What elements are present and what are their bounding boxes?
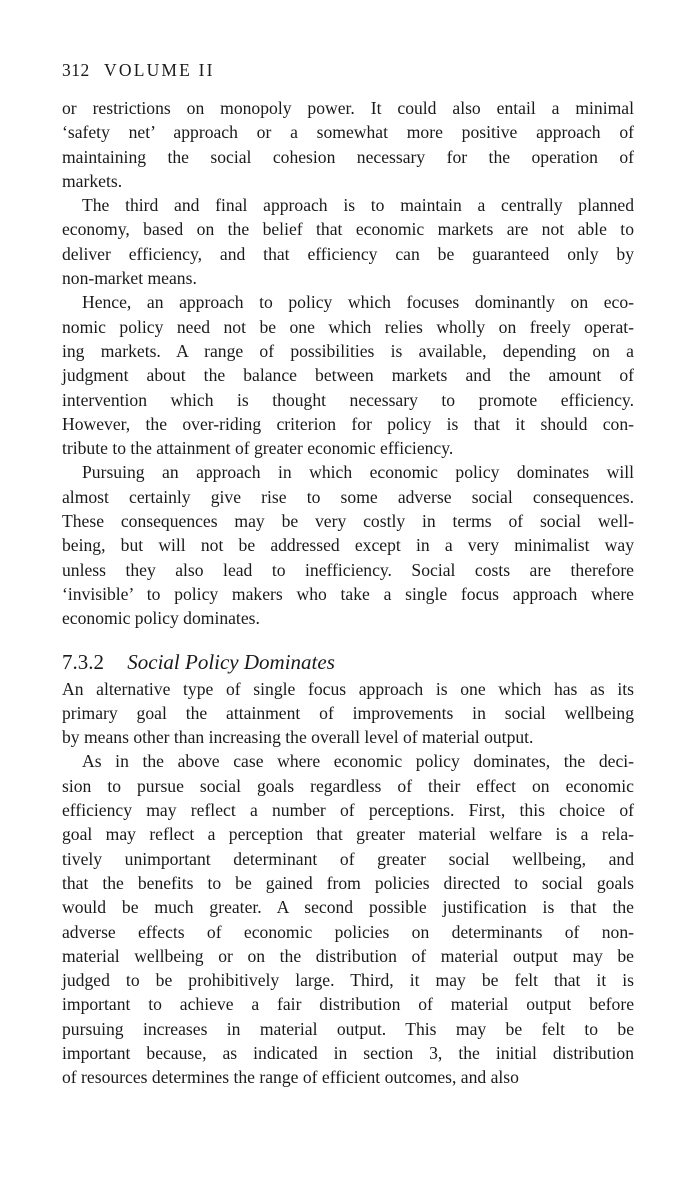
text-line: that the benefits to be gained from policies directed to social goals: [62, 872, 634, 893]
text-line: The third and final approach is to maintain a centrally planned: [82, 195, 634, 216]
text-line: deliver efficiency, and that efficiency can be guaranteed only by: [62, 243, 634, 264]
text-line: judgment about the balance between markets and the amount of: [62, 365, 634, 386]
text-line: or restrictions on monopoly power. It could also entail a minimal: [62, 98, 634, 118]
text-line: goal may reflect a perception that greater material welfare is a rela-: [62, 824, 634, 845]
text-line: As in the above case where economic policy dominates, the deci-: [82, 751, 634, 772]
text-line: would be much greater. A second possible justification is that the: [62, 897, 634, 918]
text-line: markets.: [62, 170, 123, 191]
book-page: [62, 58, 634, 1090]
text-line: of resources determines the range of efficient outcomes, and also: [62, 1067, 519, 1088]
text-line: pursuing increases in material output. This may be felt to be: [62, 1018, 634, 1039]
text-line: efficiency may reflect a number of perceptions. First, this choice of: [62, 800, 634, 821]
paragraph: [62, 290, 634, 460]
text-line: sion to pursue social goals regardless of their effect on economic: [62, 775, 634, 796]
section-heading: [62, 647, 634, 677]
text-line: primary goal the attainment of improvements in social wellbeing: [62, 702, 634, 723]
text-line: adverse effects of economic policies on determinants of non-: [62, 921, 634, 942]
text-line: These consequences may be very costly in terms of social well-: [62, 511, 634, 532]
text-line: tribute to the attainment of greater economic efficiency.: [62, 438, 454, 459]
section-title: Social Policy Dominates: [127, 649, 335, 674]
text-line: However, the over-riding criterion for policy is that it should con-: [62, 413, 634, 434]
text-line: important because, as indicated in section 3, the initial distribution: [62, 1042, 634, 1063]
text-line: economic policy dominates.: [62, 608, 260, 629]
paragraph: [62, 96, 634, 193]
text-line: tively unimportant determinant of greater social wellbeing, and: [62, 848, 634, 869]
text-line: important to achieve a fair distribution of material output before: [62, 994, 634, 1015]
text-line: Pursuing an approach in which economic policy dominates will: [82, 462, 634, 483]
section-number: 7.3.2: [62, 649, 104, 674]
text-line: by means other than increasing the overall level of material output.: [62, 727, 534, 748]
page-number: 312: [62, 60, 90, 80]
text-line: non-market means.: [62, 268, 197, 289]
paragraph: [62, 749, 634, 1089]
body-text-after-section: [62, 677, 634, 1090]
text-line: ing markets. A range of possibilities is available, depending on a: [62, 340, 634, 361]
text-line: maintaining the social cohesion necessary for the operation of: [62, 146, 634, 167]
text-line: Hence, an approach to policy which focuses dominantly on eco-: [82, 292, 634, 313]
text-line: An alternative type of single focus approach is one which has as its: [62, 678, 634, 699]
text-line: unless they also lead to inefficiency. Social costs are therefore: [62, 559, 634, 580]
text-line: judged to be prohibitively large. Third, it may be felt that it is: [62, 970, 634, 991]
running-head: [62, 58, 634, 82]
text-line: material wellbeing or on the distribution of material output may be: [62, 945, 634, 966]
paragraph: [62, 677, 634, 750]
text-line: ‘safety net’ approach or a somewhat more positive approach of: [62, 122, 634, 143]
text-line: ‘invisible’ to policy makers who take a single focus approach where: [62, 583, 634, 604]
paragraph: [62, 193, 634, 290]
text-line: economy, based on the belief that economic markets are not able to: [62, 219, 634, 240]
text-line: almost certainly give rise to some adverse social consequences.: [62, 486, 634, 507]
text-line: intervention which is thought necessary to promote efficiency.: [62, 389, 634, 410]
volume-label: VOLUME II: [104, 60, 215, 80]
text-line: nomic policy need not be one which relies wholly on freely operat-: [62, 316, 634, 337]
body-text-before-section: [62, 96, 634, 631]
paragraph: [62, 460, 634, 630]
text-line: being, but will not be addressed except in a very minimalist way: [62, 535, 634, 556]
